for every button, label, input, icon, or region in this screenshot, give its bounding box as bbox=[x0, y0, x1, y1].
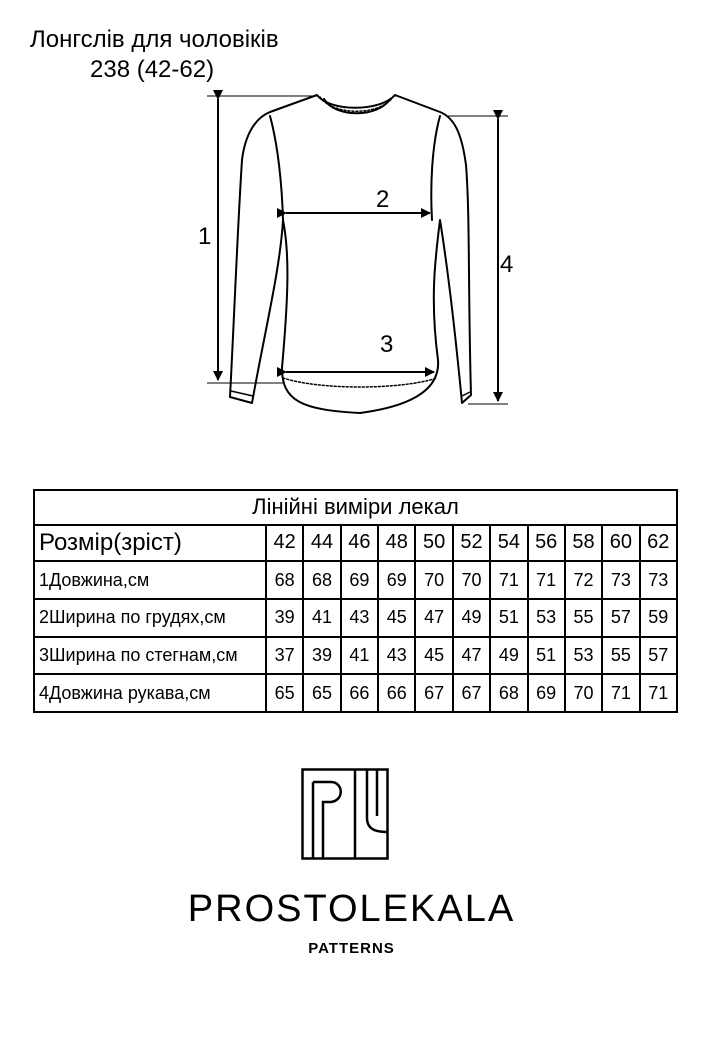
row-label: 4Довжина рукава,см bbox=[34, 674, 266, 712]
size-cell: 60 bbox=[602, 525, 639, 562]
size-cell: 54 bbox=[490, 525, 527, 562]
size-cell: 46 bbox=[341, 525, 378, 562]
table-row bbox=[34, 525, 677, 562]
value-cell: 69 bbox=[341, 561, 378, 599]
value-cell: 53 bbox=[528, 599, 565, 637]
value-cell: 68 bbox=[266, 561, 303, 599]
value-cell: 71 bbox=[490, 561, 527, 599]
value-cell: 73 bbox=[602, 561, 639, 599]
value-cell: 37 bbox=[266, 637, 303, 675]
value-cell: 55 bbox=[602, 637, 639, 675]
value-cell: 55 bbox=[565, 599, 602, 637]
value-cell: 43 bbox=[378, 637, 415, 675]
value-cell: 51 bbox=[528, 637, 565, 675]
value-cell: 70 bbox=[565, 674, 602, 712]
value-cell: 39 bbox=[266, 599, 303, 637]
value-cell: 68 bbox=[490, 674, 527, 712]
value-cell: 73 bbox=[640, 561, 677, 599]
value-cell: 39 bbox=[303, 637, 340, 675]
value-cell: 51 bbox=[490, 599, 527, 637]
value-cell: 65 bbox=[266, 674, 303, 712]
brand-tagline: PATTERNS bbox=[308, 940, 395, 957]
label-2: 2 bbox=[376, 186, 390, 213]
value-cell: 72 bbox=[565, 561, 602, 599]
size-cell: 58 bbox=[565, 525, 602, 562]
size-header: Розмір(зріст) bbox=[34, 525, 266, 562]
value-cell: 59 bbox=[640, 599, 677, 637]
page-subtitle: 238 (42-62) bbox=[90, 56, 215, 83]
value-cell: 49 bbox=[453, 599, 490, 637]
value-cell: 45 bbox=[415, 637, 452, 675]
value-cell: 70 bbox=[453, 561, 490, 599]
value-cell: 47 bbox=[453, 637, 490, 675]
size-cell: 62 bbox=[640, 525, 677, 562]
value-cell: 41 bbox=[341, 637, 378, 675]
value-cell: 71 bbox=[602, 674, 639, 712]
label-3: 3 bbox=[380, 331, 394, 358]
longsleeve-diagram bbox=[0, 0, 703, 470]
value-cell: 66 bbox=[341, 674, 378, 712]
table-row bbox=[34, 674, 677, 712]
value-cell: 69 bbox=[528, 674, 565, 712]
value-cell: 41 bbox=[303, 599, 340, 637]
table-row bbox=[34, 599, 677, 637]
size-cell: 48 bbox=[378, 525, 415, 562]
value-cell: 43 bbox=[341, 599, 378, 637]
size-cell: 52 bbox=[453, 525, 490, 562]
row-label: 3Ширина по стегнам,см bbox=[34, 637, 266, 675]
value-cell: 69 bbox=[378, 561, 415, 599]
value-cell: 70 bbox=[415, 561, 452, 599]
size-cell: 44 bbox=[303, 525, 340, 562]
value-cell: 45 bbox=[378, 599, 415, 637]
value-cell: 71 bbox=[640, 674, 677, 712]
size-cell: 56 bbox=[528, 525, 565, 562]
value-cell: 65 bbox=[303, 674, 340, 712]
value-cell: 67 bbox=[453, 674, 490, 712]
size-cell: 50 bbox=[415, 525, 452, 562]
table-caption: Лінійні виміри лекал bbox=[34, 490, 677, 525]
brand-name: PROSTOLEKALA bbox=[187, 888, 516, 930]
prostolekala-logo-icon bbox=[301, 768, 389, 860]
value-cell: 49 bbox=[490, 637, 527, 675]
value-cell: 47 bbox=[415, 599, 452, 637]
label-4: 4 bbox=[500, 251, 514, 278]
value-cell: 57 bbox=[602, 599, 639, 637]
value-cell: 53 bbox=[565, 637, 602, 675]
value-cell: 67 bbox=[415, 674, 452, 712]
value-cell: 57 bbox=[640, 637, 677, 675]
table-row bbox=[34, 637, 677, 675]
size-cell: 42 bbox=[266, 525, 303, 562]
page-title: Лонгслів для чоловіків bbox=[30, 26, 279, 53]
value-cell: 68 bbox=[303, 561, 340, 599]
measurements-table bbox=[33, 489, 678, 713]
value-cell: 66 bbox=[378, 674, 415, 712]
row-label: 1Довжина,см bbox=[34, 561, 266, 599]
table-row bbox=[34, 561, 677, 599]
row-label: 2Ширина по грудях,см bbox=[34, 599, 266, 637]
label-1: 1 bbox=[198, 223, 212, 250]
value-cell: 71 bbox=[528, 561, 565, 599]
